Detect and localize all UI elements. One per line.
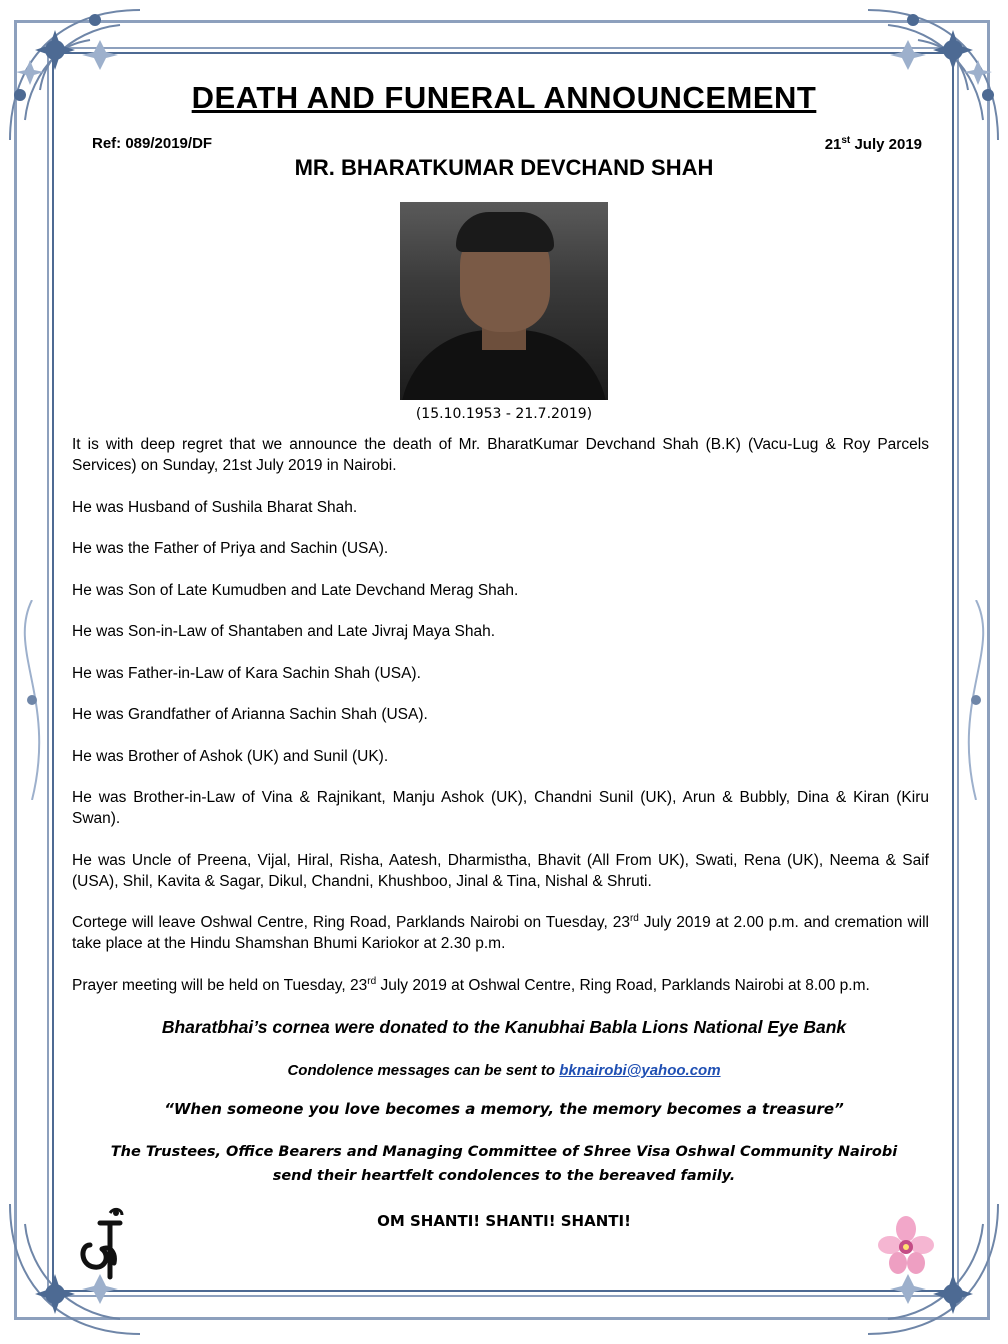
announcement-date xyxy=(825,135,922,153)
memorial-quote: “When someone you love becomes a memory, the memory becomes a treasure” xyxy=(164,1100,844,1118)
relation-brother: He was Brother of Ashok (UK) and Sunil (UK). xyxy=(72,747,389,765)
relation-son-in-law: He was Son-in-Law of Shantaben and Late Jivraj Maya Shah. xyxy=(72,623,496,640)
announcement-paragraph: It is with deep regret that we announce the death of Mr. BharatKumar Devchand Shah (B.K) (Vacu-Lug & Roy Parcels Services) on Sunday, 21st July 2019 in Nairobi. xyxy=(72,436,929,474)
relation-husband: He was Husband of Sushila Bharat Shah. xyxy=(72,498,358,516)
condolence-line: Condolence messages can be sent to bknairobi@yahoo.com xyxy=(287,1062,721,1079)
trustees-line-1: The Trustees, Office Bearers and Managing Committee of Shree Visa Oshwal Community Nairobi xyxy=(110,1144,898,1160)
announcement-body xyxy=(72,434,929,1016)
reference-number: Ref: 089/2019/DF xyxy=(92,135,213,152)
relation-son: He was Son of Late Kumudben and Late Devchand Merag Shah. xyxy=(72,581,519,599)
condolence-email-link[interactable]: bknairobi@yahoo.com xyxy=(559,1062,721,1079)
date-rest: July 2019 xyxy=(850,136,922,153)
relation-grandfather: He was Grandfather of Arianna Sachin Shah (USA). xyxy=(72,706,428,723)
relation-father-in-law: He was Father-in-Law of Kara Sachin Shah (USA). xyxy=(72,664,421,682)
relation-brother-in-law: He was Brother-in-Law of Vina & Rajnikant, Manju Ashok (UK), Chandni Sunil (UK), Arun & Bubbly, Dina & Kiran (Kiru Swan). xyxy=(72,789,929,827)
jain-symbol-icon xyxy=(80,1205,128,1285)
portrait-photo xyxy=(400,202,608,400)
deceased-name: MR. BHARATKUMAR DEVCHAND SHAH xyxy=(294,155,714,180)
closing-prayer: OM SHANTI! SHANTI! SHANTI! xyxy=(377,1212,631,1230)
date-suffix: st xyxy=(841,135,851,146)
relation-father: He was the Father of Priya and Sachin (USA). xyxy=(72,540,389,557)
relation-uncle: He was Uncle of Preena, Vijal, Hiral, Risha, Aatesh, Dharmistha, Bhavit (All From UK), Swati, Rena (UK), Neema & Saif (USA), Shil, Kavita & Sagar, Dikul, Chandni, Khushboo, Jinal & Tina, Nishal & Shruti. xyxy=(72,851,929,890)
life-dates: (15.10.1953 - 21.7.2019) xyxy=(415,406,593,422)
floral-corner-icon xyxy=(858,0,1008,150)
orchid-icon xyxy=(878,1215,934,1277)
cortege-paragraph: Cortege will leave Oshwal Centre, Ring Road, Parklands Nairobi on Tuesday, 23rd July 2019 at 2.00 p.m. and cremation will take place at the Hindu Shamshan Bhumi Kariokor at 2.30 p.m. xyxy=(72,912,929,952)
floral-corner-icon xyxy=(0,0,150,150)
prayer-paragraph: Prayer meeting will be held on Tuesday, 23rd July 2019 at Oshwal Centre, Ring Road, Parklands Nairobi at 8.00 p.m. xyxy=(72,975,870,994)
trustees-line-2: send their heartfelt condolences to the bereaved family. xyxy=(272,1168,736,1184)
date-day: 21 xyxy=(824,136,842,153)
floral-side-icon xyxy=(946,600,1006,800)
page-title: DEATH AND FUNERAL ANNOUNCEMENT xyxy=(191,80,817,115)
eye-bank-note: Bharatbhai’s cornea were donated to the Kanubhai Babla Lions National Eye Bank xyxy=(161,1017,847,1037)
floral-side-icon xyxy=(2,600,62,800)
trustees-message xyxy=(0,1140,1008,1188)
